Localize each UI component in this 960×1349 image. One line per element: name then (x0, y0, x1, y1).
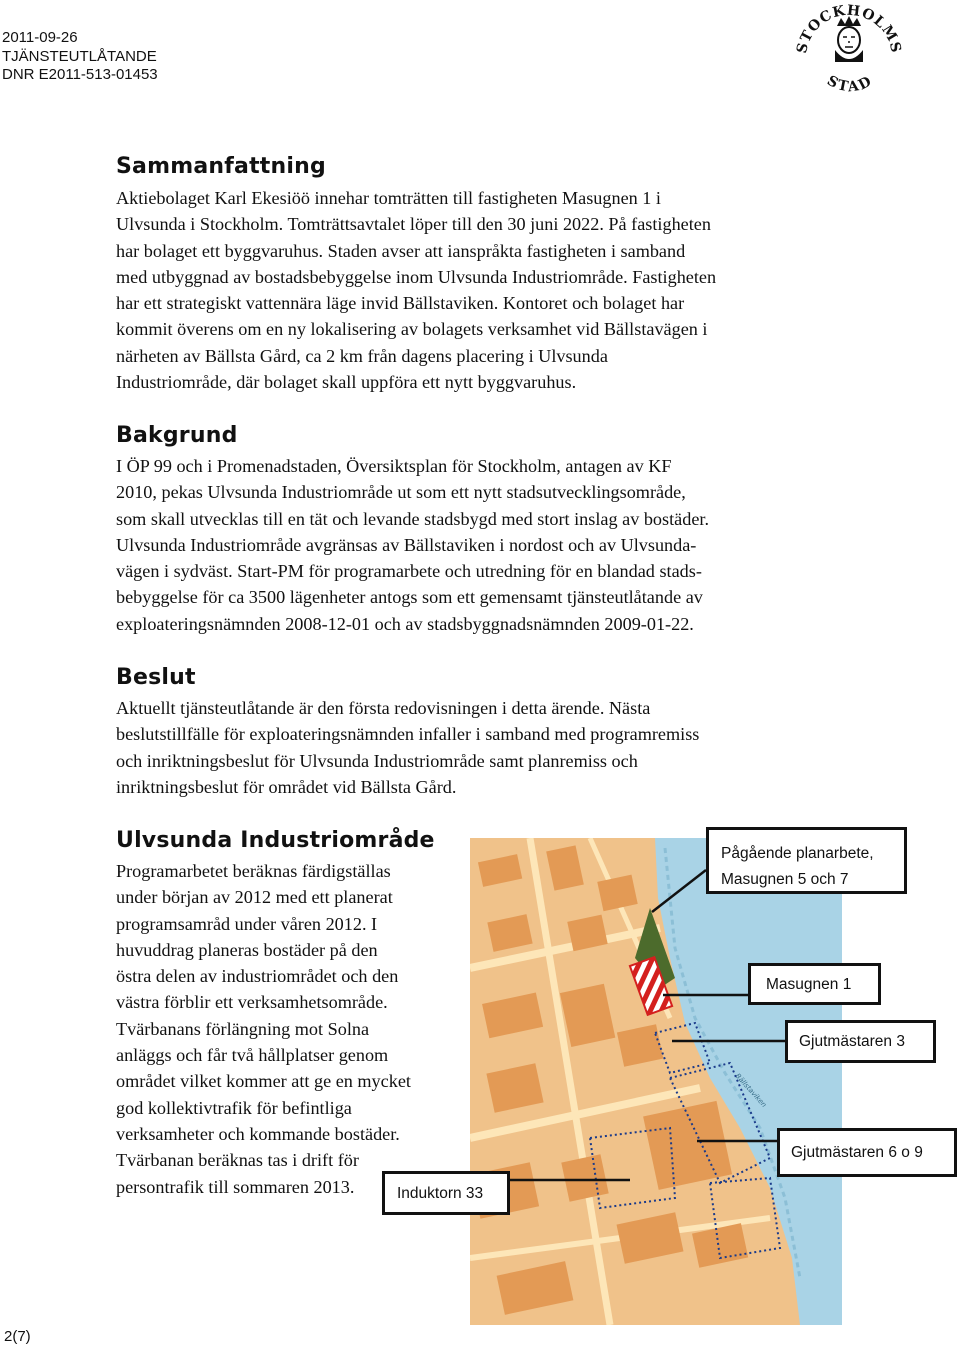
paragraph-sammanfattning (116, 185, 716, 395)
text-line: verksamheter och kommande bostäder. (116, 1123, 400, 1144)
callout-induktorn-33 (382, 1171, 510, 1215)
text-line: Tvärbanan beräknas tas i drift för (116, 1150, 359, 1171)
text-line: huvuddrag planeras bostäder på den (116, 939, 378, 960)
text-line: 2010, pekas Ulvsunda Industriområde ut som ett nytt stadsutvecklingsområde, (116, 482, 686, 503)
text-line: har bolaget ett byggvaruhus. Staden avser att ianspråkta fastigheten i samband (116, 240, 686, 261)
logo-text-bottom: STAD (824, 72, 876, 96)
text-line: bebyggelse för ca 3500 lägenheter antogs som ett gemensamt tjänsteutlåtande av (116, 587, 703, 608)
text-line: vägen i sydväst. Start-PM för programarbete och utredning för en blandad stads- (116, 561, 702, 582)
logo-text-top: STOCKHOLMS (794, 2, 904, 55)
text-line: närheten av Bällsta Gård, ca 2 km från dagens placering i Ulvsunda (116, 345, 608, 366)
document-type: TJÄNSTEUTLÅTANDE (2, 47, 157, 65)
callout-pagaende-planarbete (706, 827, 907, 894)
heading-beslut: Beslut (116, 665, 196, 690)
callout-line: Masugnen 5 och 7 (721, 871, 849, 888)
text-line: som skall utvecklas till en tät och levande stadsbygd med stort inslag av bostäder. (116, 508, 709, 529)
text-line: exploateringsnämnden 2008-12-01 och av stadsbyggnadsnämnden 2009-01-22. (116, 613, 694, 634)
document-header (2, 29, 158, 85)
callout-label: Induktorn 33 (397, 1185, 484, 1202)
ulvsunda-map (470, 838, 842, 1325)
paragraph-beslut (116, 695, 699, 800)
text-line: programsamråd under våren 2012. I (116, 913, 378, 934)
heading-sammanfattning: Sammanfattning (116, 154, 326, 179)
paragraph-ulvsunda (116, 858, 411, 1200)
svg-text:STAD (824, 73, 876, 96)
text-line: beslutstillfälle för exploateringsnämnden infaller i samband med programremiss (116, 724, 700, 745)
callout-label: Masugnen 1 (766, 976, 852, 993)
text-line: Industriområde, där bolaget skall uppföra ett nytt byggvaruhus. (116, 372, 577, 393)
text-line: under början av 2012 med ett planerat (116, 887, 393, 908)
paragraph-bakgrund (116, 453, 709, 637)
text-line: Ulvsunda Industriområde avgränsas av Bällstaviken i nordost och av Ulvsunda- (116, 534, 697, 555)
text-line: Programarbetet beräknas färdigställas (116, 861, 391, 881)
text-line: har ett strategiskt vattennära läge invid Bällstaviken. Kontoret och bolaget har (116, 293, 685, 314)
text-line: området vilket kommer att ge en mycket (116, 1071, 411, 1092)
text-line: och inriktningsbeslut för Ulvsunda Industriområde samt planremiss och (116, 750, 638, 771)
document-date: 2011-09-26 (2, 29, 78, 46)
text-line: Aktiebolaget Karl Ekesiöö innehar tomträtten till fastigheten Masugnen 1 i (116, 188, 661, 208)
text-line: kommit överens om en ny lokalisering av bolagets verksamhet vid Bällstavägen i (116, 319, 708, 340)
callout-label: Gjutmästaren 6 o 9 (791, 1144, 923, 1161)
text-line: persontrafik till sommaren 2013. (116, 1176, 355, 1197)
crown-head-emblem (835, 16, 863, 62)
text-line: Ulvsunda i Stockholm. Tomträttsavtalet löper till den 30 juni 2022. På fastigheten (116, 214, 711, 235)
callout-gjutmastaren-3 (785, 1020, 936, 1063)
text-line: inriktningsbeslut för området vid Bällsta Gård. (116, 776, 457, 797)
callout-masugnen-1 (748, 963, 881, 1005)
text-line: I ÖP 99 och i Promenadstaden, Översiktsplan för Stockholm, antagen av KF (116, 456, 672, 476)
text-line: anläggs och får två hållplatser genom (116, 1045, 389, 1066)
text-line: västra förblir ett verksamhetsområde. (116, 992, 388, 1013)
heading-ulvsunda: Ulvsunda Industriområde (116, 828, 435, 853)
page-number: 2(7) (4, 1328, 31, 1345)
text-line: med utbyggnad av bostadsbebyggelse inom Ulvsunda Industriområde. Fastigheten (116, 266, 717, 287)
map-water-label: Bällstaviken (733, 1071, 768, 1109)
text-line: Aktuellt tjänsteutlåtande är den första redovisningen i detta ärende. Nästa (116, 698, 651, 718)
text-line: god kollektivtrafik för befintliga (116, 1097, 352, 1118)
callout-label: Gjutmästaren 3 (799, 1033, 905, 1050)
stockholms-stad-logo (794, 0, 904, 100)
callout-gjutmastaren-6-9 (777, 1128, 957, 1177)
heading-bakgrund: Bakgrund (116, 423, 238, 448)
document-dnr: DNR E2011-513-01453 (2, 66, 158, 83)
text-line: Tvärbanans förlängning mot Solna (116, 1018, 370, 1039)
callout-line: Pågående planarbete, (721, 845, 874, 862)
text-line: östra delen av industriområdet och den (116, 966, 399, 987)
